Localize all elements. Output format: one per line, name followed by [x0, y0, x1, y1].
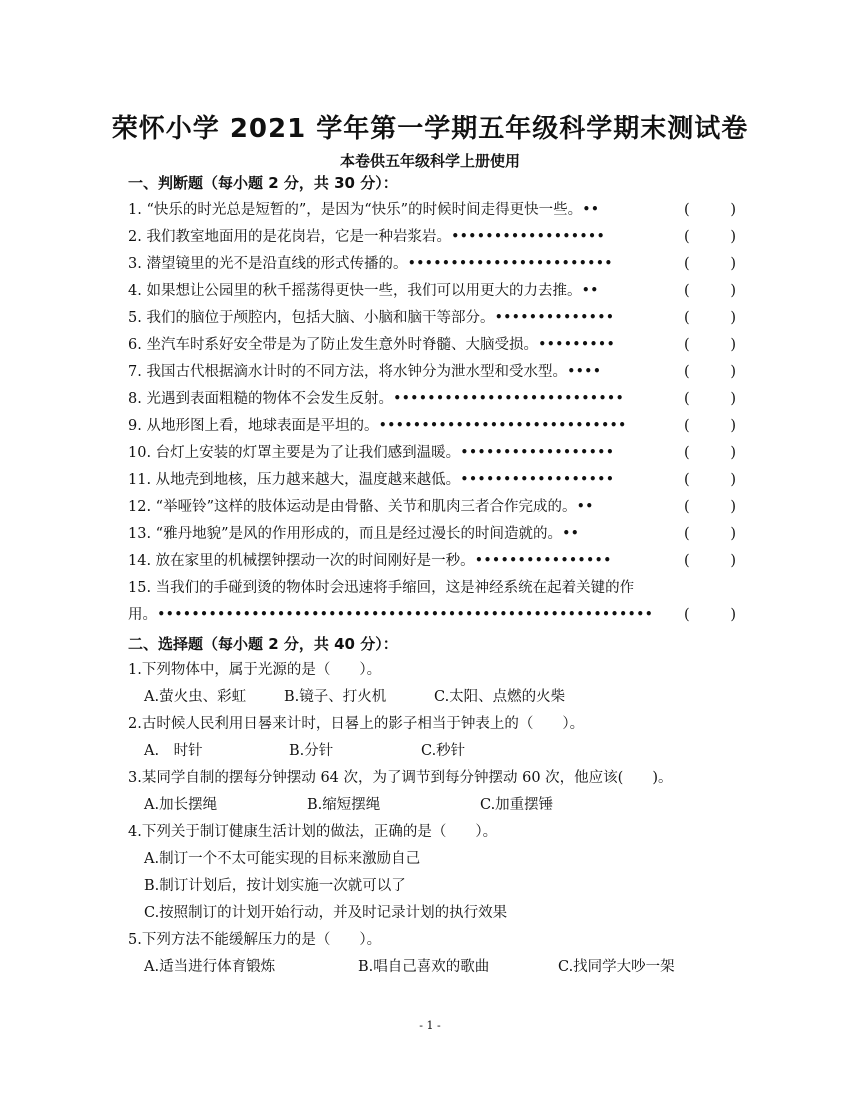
- option-c[interactable]: C.按照制订的计划开始行动，并及时记录计划的执行效果: [144, 905, 508, 921]
- tf-item: [128, 251, 748, 278]
- tf-item: [128, 494, 748, 521]
- tf-item-text: 10. 台灯上安装的灯罩主要是为了让我们感到温暖。••••••••••••••••••: [128, 445, 615, 461]
- true-false-list: [128, 197, 748, 629]
- tf-item-text: 9. 从地形图上看，地球表面是平坦的。•••••••••••••••••••••••••••••: [128, 418, 627, 434]
- answer-blank[interactable]: ( ): [684, 391, 736, 407]
- tf-item: [128, 359, 748, 386]
- option-b[interactable]: B.分针: [289, 743, 334, 759]
- question-stem: 1.下列物体中，属于光源的是（ ）。: [128, 662, 382, 678]
- multiple-choice-list: [128, 657, 768, 981]
- answer-blank[interactable]: ( ): [684, 310, 736, 326]
- tf-item: [128, 305, 748, 332]
- answer-blank[interactable]: ( ): [684, 229, 736, 245]
- option-c[interactable]: C.找同学大吵一架: [558, 959, 675, 975]
- tf-item-text: 3. 潜望镜里的光不是沿直线的形式传播的。••••••••••••••••••••••••: [128, 256, 613, 272]
- tf-item: [128, 521, 748, 548]
- question-options: [128, 954, 768, 981]
- tf-item: [128, 440, 748, 467]
- tf-item-text: 用。••••••••••••••••••••••••••••••••••••••••••••••••••••••••••: [128, 607, 654, 623]
- tf-item: [128, 386, 748, 413]
- section-true-false-heading: 一、判断题（每小题 2 分，共 30 分）：: [128, 174, 398, 192]
- option-a[interactable]: A.萤火虫、彩虹: [144, 689, 247, 705]
- answer-blank[interactable]: ( ): [684, 607, 736, 623]
- answer-blank[interactable]: ( ): [684, 499, 736, 515]
- question-options: [128, 738, 768, 765]
- answer-blank[interactable]: ( ): [684, 364, 736, 380]
- tf-item-text: 5. 我们的脑位于颅腔内，包括大脑、小脑和脑干等部分。••••••••••••••: [128, 310, 615, 326]
- page-number: - 1 -: [419, 1019, 441, 1032]
- answer-blank[interactable]: ( ): [684, 418, 736, 434]
- tf-item: [128, 278, 748, 305]
- question-stem: 4.下列关于制订健康生活计划的做法，正确的是（ ）。: [128, 824, 498, 840]
- option-b[interactable]: B.镜子、打火机: [284, 689, 387, 705]
- option-a[interactable]: A.加长摆绳: [144, 797, 218, 813]
- option-b[interactable]: B.制订计划后，按计划实施一次就可以了: [144, 878, 406, 894]
- answer-blank[interactable]: ( ): [684, 526, 736, 542]
- option-c[interactable]: C.秒针: [421, 743, 466, 759]
- tf-item: [128, 197, 748, 224]
- answer-blank[interactable]: ( ): [684, 337, 736, 353]
- tf-item-text: 14. 放在家里的机械摆钟摆动一次的时间刚好是一秒。••••••••••••••••: [128, 553, 612, 569]
- option-a[interactable]: A.适当进行体育锻炼: [144, 959, 276, 975]
- tf-item-text: 2. 我们教室地面用的是花岗岩，它是一种岩浆岩。••••••••••••••••••: [128, 229, 605, 245]
- tf-item: [128, 413, 748, 440]
- option-b[interactable]: B.唱自己喜欢的歌曲: [358, 959, 490, 975]
- answer-blank[interactable]: ( ): [684, 445, 736, 461]
- answer-blank[interactable]: ( ): [684, 283, 736, 299]
- tf-item-text: 11. 从地壳到地核，压力越来越大，温度越来越低。••••••••••••••••••: [128, 472, 615, 488]
- tf-item-text: 6. 坐汽车时系好安全带是为了防止发生意外时脊髓、大脑受损。•••••••••: [128, 337, 615, 353]
- question-stem: 3.某同学自制的摆每分钟摆动 64 次，为了调节到每分钟摆动 60 次，他应该( )。: [128, 770, 673, 786]
- tf-item: [128, 467, 748, 494]
- option-a[interactable]: A.制订一个不太可能实现的目标来激励自己: [144, 851, 421, 867]
- tf-item-text: 1. “快乐的时光总是短暂的”，是因为“快乐”的时候时间走得更快一些。••: [128, 202, 600, 218]
- tf-item: [128, 332, 748, 359]
- tf-item-text: 8. 光遇到表面粗糙的物体不会发生反射。•••••••••••••••••••••••••••: [128, 391, 624, 407]
- option-c[interactable]: C.加重摆锤: [480, 797, 554, 813]
- section-multiple-choice-heading: 二、选择题（每小题 2 分，共 40 分）：: [128, 635, 398, 653]
- tf-item: [128, 224, 748, 251]
- option-b[interactable]: B.缩短摆绳: [307, 797, 381, 813]
- tf-item-text: 4. 如果想让公园里的秋千摇荡得更快一些，我们可以用更大的力去推。••: [128, 283, 599, 299]
- option-c[interactable]: C.太阳、点燃的火柴: [434, 689, 566, 705]
- tf-item-text: 12. “举哑铃”这样的肢体运动是由骨骼、关节和肌肉三者合作完成的。••: [128, 499, 594, 515]
- tf-item: [128, 548, 748, 575]
- answer-blank[interactable]: ( ): [684, 553, 736, 569]
- tf-item: [128, 602, 748, 629]
- question-stem: 2.古时候人民利用日晷来计时，日晷上的影子相当于钟表上的（ ）。: [128, 716, 585, 732]
- answer-blank[interactable]: ( ): [684, 256, 736, 272]
- answer-blank[interactable]: ( ): [684, 202, 736, 218]
- tf-item-text: 13. “雅丹地貌”是风的作用形成的，而且是经过漫长的时间造就的。••: [128, 526, 580, 542]
- tf-item: [128, 575, 748, 602]
- tf-item-text: 15. 当我们的手碰到烫的物体时会迅速将手缩回，这是神经系统在起着关键的作: [128, 580, 635, 596]
- tf-item-text: 7. 我国古代根据滴水计时的不同方法，将水钟分为泄水型和受水型。••••: [128, 364, 602, 380]
- answer-blank[interactable]: ( ): [684, 472, 736, 488]
- question-options: [128, 792, 768, 819]
- exam-subtitle: 本卷供五年级科学上册使用: [339, 152, 520, 170]
- option-a[interactable]: A. 时针: [144, 743, 203, 759]
- question-options: [128, 684, 768, 711]
- question-stem: 5.下列方法不能缓解压力的是（ ）。: [128, 932, 382, 948]
- exam-title: 荣怀小学 2021 学年第一学期五年级科学期末测试卷: [111, 114, 749, 144]
